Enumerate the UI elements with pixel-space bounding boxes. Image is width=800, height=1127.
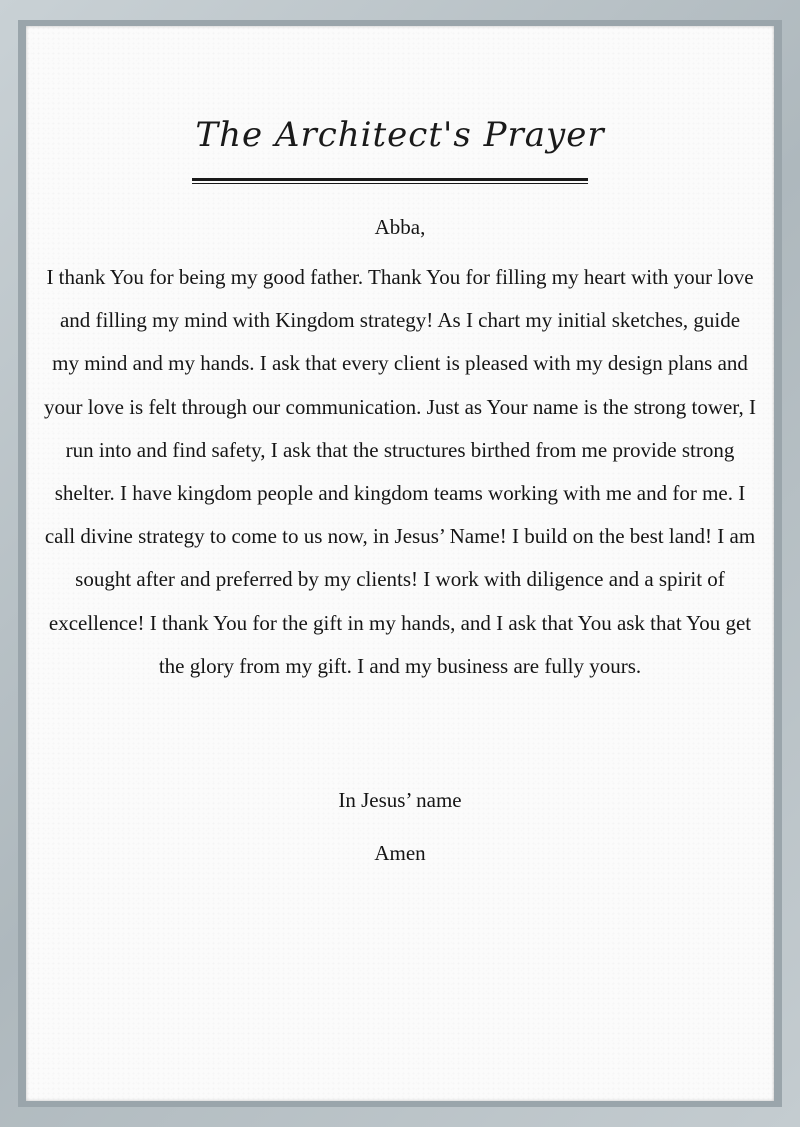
title-underline-thin [192, 183, 588, 184]
closing-line: In Jesus’ name [338, 788, 462, 812]
prayer-body: I thank You for being my good father. Thank You for filling my heart with your love and filling my mind with Kingdom strategy! As I chart my initial sketches, guide my mind and my hands. I ask that every client is pleased with my design plans and your love is felt through our communication. Just as Your name is the strong tower, I run into and find safety, I ask that the structures birthed from me provide strong shelter. I have kingdom people and kingdom teams working with me and for me. I call divine strategy to come to us now, in Jesus’ Name! I build on the best land! I am sought after and preferred by my clients! I work with diligence and a spirit of excellence! I thank You for the gift in my hands, and I ask that You ask that You get the glory from my gift. I and my business are fully yours. [44, 265, 756, 678]
paper-sheet [26, 26, 774, 1101]
salutation: Abba, [374, 215, 426, 239]
title-container [26, 115, 774, 162]
document-title: The Architect's Prayer [195, 115, 605, 155]
title-underline [192, 178, 588, 181]
amen-line: Amen [374, 841, 426, 865]
